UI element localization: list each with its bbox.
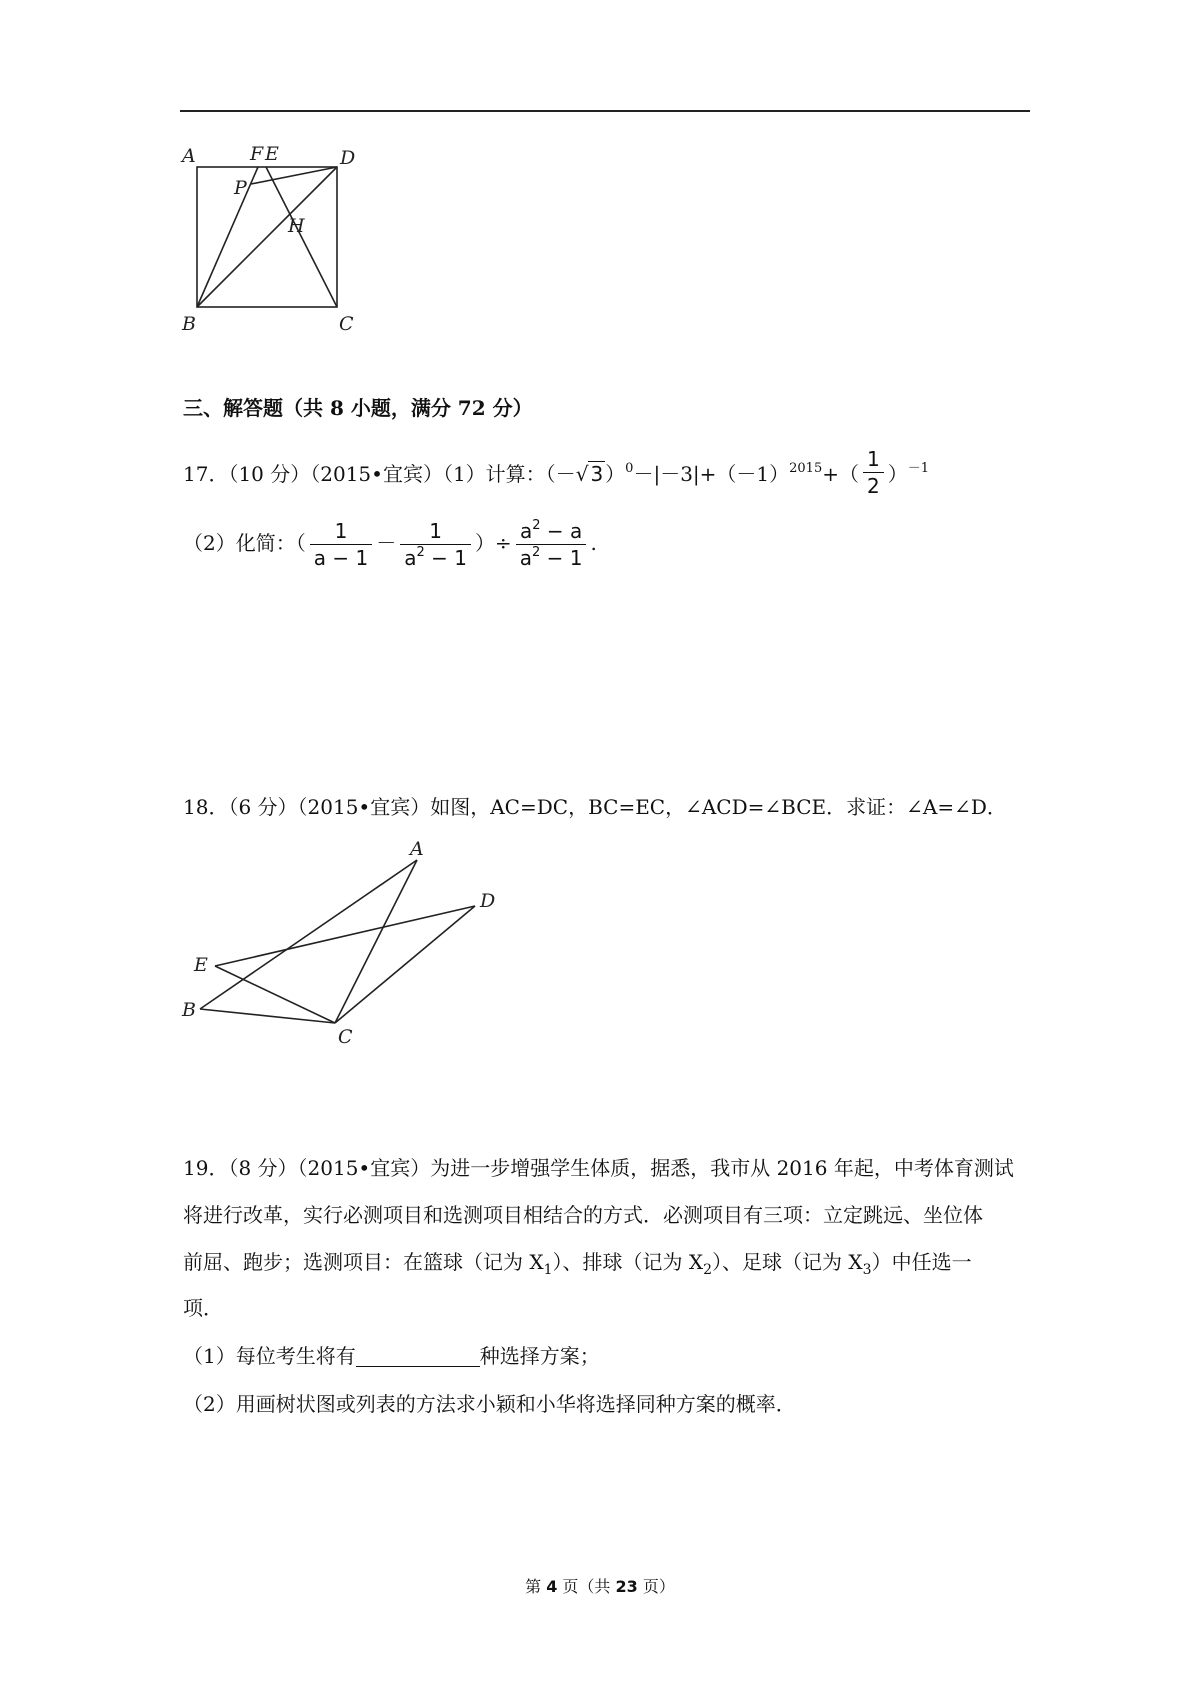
q17-part2	[183, 518, 597, 571]
label-b: B	[182, 313, 196, 335]
label-c: C	[339, 313, 354, 335]
fraction-1	[310, 518, 372, 571]
q17-minus: －	[376, 531, 397, 555]
page-number: 4	[546, 1577, 558, 1596]
label-f: F	[250, 143, 264, 165]
sub-1: 1	[543, 1262, 553, 1278]
half-den: 2	[867, 474, 880, 498]
page-total: 23	[615, 1577, 638, 1596]
label-p: P	[234, 177, 247, 199]
f1-den: a − 1	[313, 546, 369, 570]
sqrt-arg: 3	[590, 462, 604, 486]
segment-bc	[200, 1009, 335, 1023]
f1-num: 1	[310, 518, 372, 545]
exp-zero: 0	[625, 461, 634, 476]
f3-den: $a^2 - 1$	[519, 545, 583, 570]
q17-mid: －|－3|+（－1）	[633, 462, 790, 486]
q17-plus: +（	[822, 462, 859, 486]
segment-ce	[266, 167, 337, 307]
segment-dp	[251, 167, 337, 184]
q17-div: ）÷	[474, 531, 512, 555]
label-d: D	[480, 890, 496, 912]
label-b: B	[182, 999, 196, 1021]
segment-ac	[335, 860, 417, 1023]
page-footer: 第 4 页（共 23 页）	[525, 1577, 675, 1596]
fraction-3	[516, 518, 587, 571]
section-title: 三、解答题（共 8 小题，满分 72 分）	[183, 396, 533, 420]
triangle-figure	[170, 835, 510, 1050]
q17-head: 17．（10 分）（2015•宜宾）（1）计算：（－	[183, 462, 576, 486]
segment-ab	[200, 860, 417, 1009]
segment-bd	[197, 167, 337, 307]
q17-close: ）	[887, 462, 908, 486]
q17-part1: 17．（10 分）（2015•宜宾）（1）计算：（－√ 3 ）$^0-|-3|+(-1)^{2015}+$（ $\frac{1}{2}$ ）$^{-1}$	[183, 447, 930, 498]
segment-ed	[215, 906, 475, 966]
q19-line4: 项．	[183, 1296, 223, 1320]
q19-part1: （1）每位考生将有 种选择方案；	[183, 1344, 600, 1368]
q19-line2: 将进行改革，实行必测项目和选测项目相结合的方式．必测项目有三项：立定跳远、坐位体	[183, 1203, 983, 1227]
sub-3: 3	[862, 1262, 872, 1278]
q17-end: .	[590, 531, 597, 555]
exp-neg1: －1	[907, 461, 930, 476]
label-a: A	[182, 145, 196, 167]
segment-bf	[197, 167, 258, 307]
q19-part2: （2）用画树状图或列表的方法求小颖和小华将选择同种方案的概率．	[183, 1392, 796, 1416]
label-c: C	[338, 1026, 353, 1048]
answer-blank[interactable]	[356, 1344, 480, 1367]
segment-dc	[335, 906, 475, 1023]
label-e: E	[265, 143, 279, 165]
q17-paren: ）	[605, 462, 626, 486]
f2-den: $a^2 - 1$	[404, 545, 467, 570]
sub-2: 2	[703, 1262, 713, 1278]
label-a: A	[410, 838, 424, 860]
header-rule	[180, 110, 1030, 112]
q19-line1: 19．（8 分）（2015•宜宾）为进一步增强学生体质，据悉，我市从 2016 年起，中考体育测试	[183, 1156, 1014, 1180]
half-num: 1	[863, 446, 884, 473]
label-d: D	[340, 147, 356, 169]
square-figure	[170, 140, 390, 340]
exp-2015: 2015	[789, 461, 823, 476]
q19-line3: 前屈、跑步；选测项目：在篮球（记为 $X_1$）、排球（记为 $X_2$）、足球（记为 $X_3$）中任选一	[183, 1250, 972, 1278]
label-h: H	[288, 215, 305, 237]
q17-p2-label: （2）化简：（	[183, 531, 306, 555]
f3-num: $a^2 - a$	[516, 518, 587, 545]
segment-ec	[215, 966, 335, 1023]
fraction-half	[863, 446, 884, 499]
label-e: E	[194, 954, 208, 976]
f2-num: 1	[400, 518, 471, 545]
fraction-2	[400, 518, 471, 571]
q18-text: 18．（6 分）（2015•宜宾）如图，AC=DC，BC=EC，∠ACD=∠BCE．求证：∠A=∠D．	[183, 795, 1007, 819]
